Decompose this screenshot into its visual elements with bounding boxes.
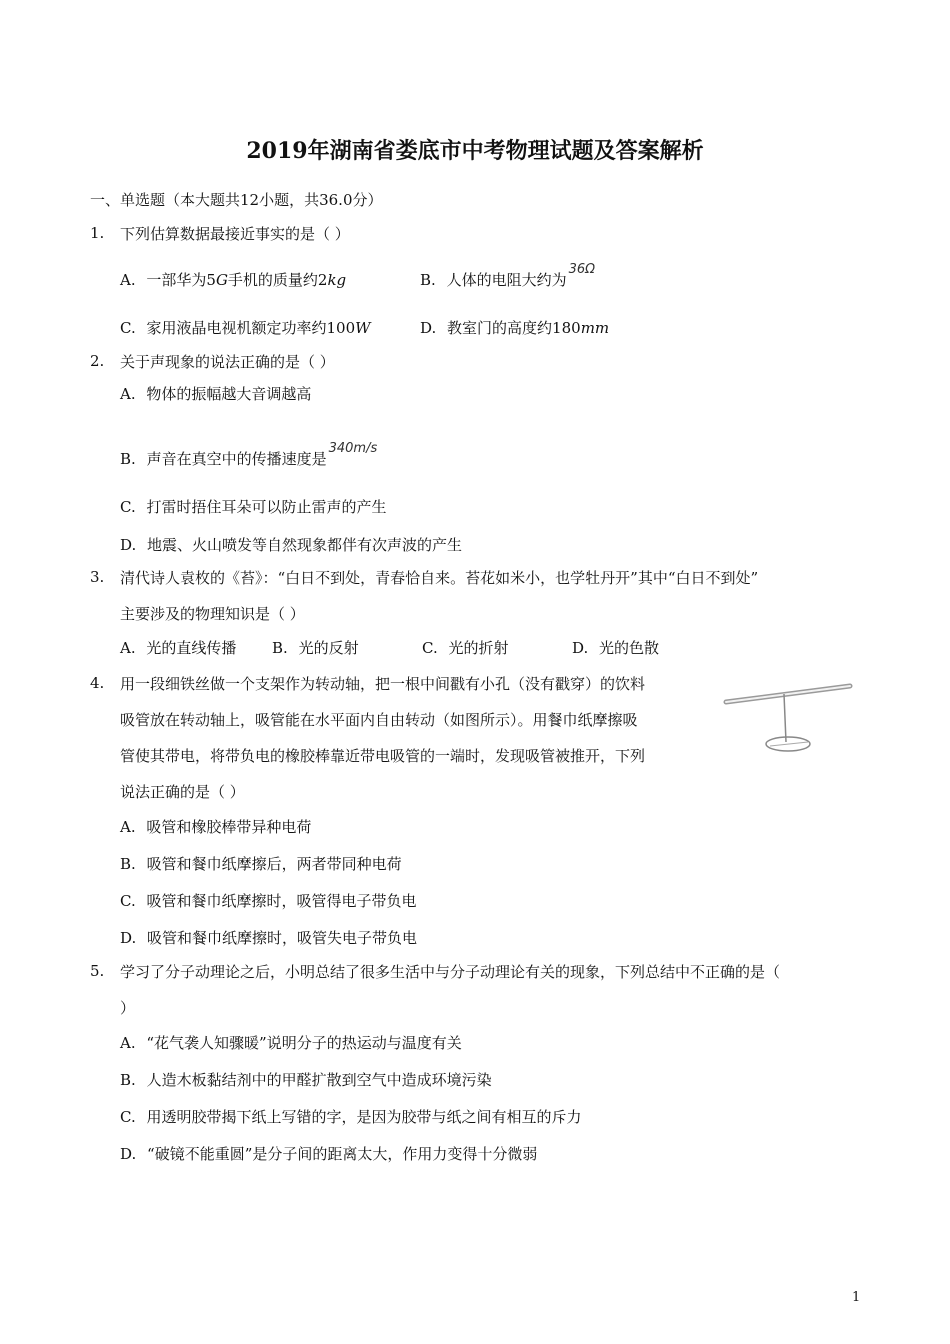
q4-stem-line3: 管使其带电，将带负电的橡胶棒靠近带电吸管的一端时，发现吸管被推开，下列 (120, 747, 646, 765)
option-letter: B. (420, 271, 436, 289)
option-text: 人造木板黏结剂中的甲醛扩散到空气中造成环境污染 (146, 1071, 492, 1089)
q1-stem: 下列估算数据最接近事实的是（ ） (120, 225, 350, 243)
option-text: 打雷时捂住耳朵可以防止雷声的产生 (146, 498, 387, 516)
q4-stem-line2: 吸管放在转动轴上，吸管能在水平面内自由转动（如图所示）。用餐巾纸摩擦吸 (120, 711, 638, 729)
option-letter: C. (422, 639, 438, 657)
q4-option-d (120, 928, 417, 948)
option-unit: G (215, 271, 228, 289)
option-text: “破镜不能重圆”是分子间的距离太大，作用力变得十分微弱 (147, 1145, 538, 1163)
q2-number: 2. (90, 352, 105, 370)
option-letter: B. (120, 1071, 136, 1089)
option-letter: A. (120, 385, 136, 403)
option-text: 光的直线传播 (146, 639, 237, 657)
option-unit: kg (327, 271, 347, 289)
option-text: 手机的质量约2 (227, 271, 328, 289)
q1-option-b (420, 262, 596, 292)
q5-option-a (120, 1033, 462, 1053)
q5-option-c (120, 1107, 582, 1127)
option-letter: D. (120, 536, 137, 554)
option-letter: A. (120, 1034, 136, 1052)
option-unit: mm (580, 319, 610, 337)
option-text: 物体的振幅越大音调越高 (146, 385, 312, 403)
option-letter: D. (420, 319, 437, 337)
page-title: 2019年湖南省娄底市中考物理试题及答案解析 (246, 138, 704, 164)
q2-stem: 关于声现象的说法正确的是（ ） (120, 353, 335, 371)
q5-stem-line2: ） (120, 999, 136, 1017)
q1-option-c (120, 318, 371, 338)
option-letter: A. (120, 271, 136, 289)
q2-option-d (120, 535, 462, 555)
option-text: 教室门的高度约180 (447, 319, 581, 337)
option-letter: B. (272, 639, 288, 657)
option-text: 吸管和橡胶棒带异种电荷 (146, 818, 312, 836)
option-text: 光的反射 (298, 639, 359, 657)
q1-option-d (420, 318, 609, 338)
q5-option-b (120, 1070, 492, 1090)
option-text: “花气袭人知骤暖”说明分子的热运动与温度有关 (146, 1034, 462, 1052)
option-text: 光的色散 (599, 639, 660, 657)
q3-option-a (120, 638, 236, 658)
option-unit: W (355, 319, 371, 337)
option-text: 吸管和餐巾纸摩擦时，吸管得电子带负电 (146, 892, 417, 910)
option-text: 吸管和餐巾纸摩擦后，两者带同种电荷 (146, 855, 402, 873)
option-letter: D. (120, 1145, 137, 1163)
option-text: 光的折射 (448, 639, 509, 657)
option-letter: D. (120, 929, 137, 947)
q4-option-b (120, 854, 402, 874)
option-letter: A. (120, 818, 136, 836)
q3-stem-line1: 清代诗人袁枚的《苔》：“白日不到处，青春恰自来。苔花如米小，也学牡丹开”其中“白日不到处” (120, 569, 759, 587)
q5-stem-line1: 学习了分子动理论之后，小明总结了很多生活中与分子动理论有关的现象，下列总结中不正确的是（ (120, 963, 781, 981)
option-letter: B. (120, 450, 136, 468)
q4-stem-line4: 说法正确的是（ ） (120, 783, 245, 801)
straw-rotation-figure (718, 676, 858, 760)
q2-option-c (120, 497, 387, 517)
q3-option-d (572, 638, 659, 658)
option-letter: A. (120, 639, 136, 657)
q2-option-b (120, 441, 378, 471)
q4-number: 4. (90, 674, 105, 692)
q4-stem-line1: 用一段细铁丝做一个支架作为转动轴，把一根中间戳有小孔（没有戳穿）的饮料 (120, 675, 646, 693)
option-text: 用透明胶带揭下纸上写错的字，是因为胶带与纸之间有相互的斥力 (146, 1108, 582, 1126)
option-letter: C. (120, 1108, 136, 1126)
option-letter: C. (120, 498, 136, 516)
option-letter: D. (572, 639, 589, 657)
page-number: 1 (852, 1290, 861, 1305)
q1-number: 1. (90, 224, 105, 242)
q3-option-c (422, 638, 509, 658)
option-letter: B. (120, 855, 136, 873)
resistance-formula: 36Ω (568, 262, 596, 277)
q2-option-a (120, 384, 311, 404)
option-letter: C. (120, 892, 136, 910)
q4-option-c (120, 891, 417, 911)
speed-formula: 340m/s (328, 441, 378, 456)
q3-option-b (272, 638, 359, 658)
option-text: 一部华为5 (146, 271, 216, 289)
q4-option-a (120, 817, 311, 837)
q3-stem-line2: 主要涉及的物理知识是（ ） (120, 605, 305, 623)
option-letter: C. (120, 319, 136, 337)
q5-number: 5. (90, 962, 105, 980)
q5-option-d (120, 1144, 537, 1164)
option-text: 声音在真空中的传播速度是 (146, 450, 327, 468)
section-heading: 一、单选题（本大题共12小题，共36.0分） (90, 191, 383, 209)
option-text: 人体的电阻大约为 (446, 271, 567, 289)
option-text: 地震、火山喷发等自然现象都伴有次声波的产生 (147, 536, 463, 554)
q1-option-a (120, 270, 346, 290)
q3-number: 3. (90, 568, 105, 586)
option-text: 家用液晶电视机额定功率约100 (146, 319, 356, 337)
option-text: 吸管和餐巾纸摩擦时，吸管失电子带负电 (147, 929, 418, 947)
